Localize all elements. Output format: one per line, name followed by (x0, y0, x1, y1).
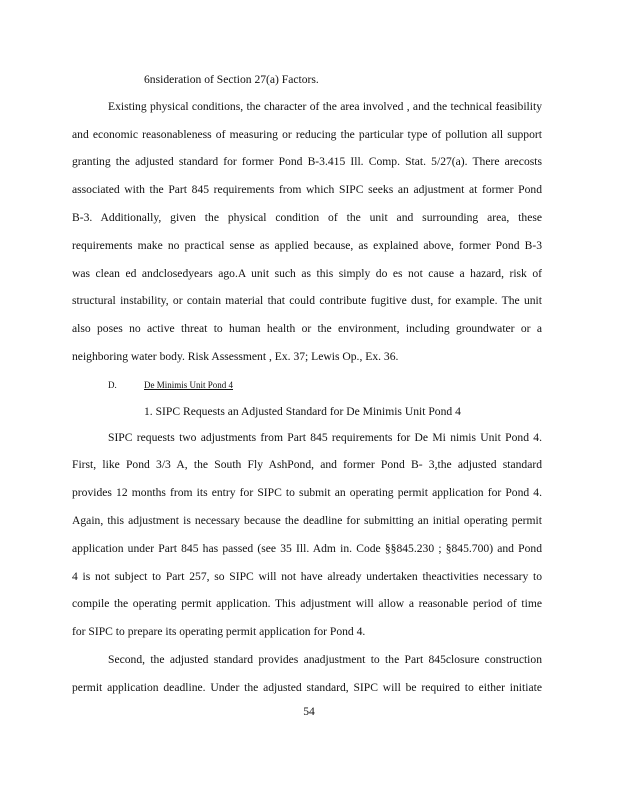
paragraph-1-line-2: and economic reasonableness of measuring or reducing the particular type of pollution all support (72, 128, 542, 141)
paragraph-1-line-8: structural instability, or contain material that could contribute fugitive dust, for example. The unit (72, 294, 542, 307)
paragraph-1-line-1: Existing physical conditions, the character of the area involved , and the technical feasibility (108, 100, 542, 113)
paragraph-1-line-6: requirements make no practical sense as applied because, as explained above, former Pond B-3 (72, 239, 542, 252)
paragraph-2-line-7: compile the operating permit application. This adjustment will allow a reasonable period of time (72, 597, 542, 610)
paragraph-2-line-3: provides 12 months from its entry for SIPC to submit an operating permit application for Pond 4. (72, 486, 542, 499)
paragraph-3-line-2: permit application deadline. Under the adjusted standard, SIPC will be required to either initiate (72, 681, 542, 694)
paragraph-1-line-4: associated with the Part 845 requirements from which SIPC seeks an adjustment at former Pond (72, 183, 542, 196)
paragraph-1-line-9: also poses no active threat to human health or the environment, including groundwater or a (72, 322, 542, 335)
paragraph-2-line-2: First, like Pond 3/3 A, the South Fly AshPond, and former Pond B- 3,the adjusted standard (72, 458, 542, 471)
paragraph-3-line-1: Second, the adjusted standard provides anadjustment to the Part 845closure construction (108, 653, 542, 666)
paragraph-2-line-8: for SIPC to prepare its operating permit application for Pond 4. (72, 625, 366, 638)
section-d1-heading: 1. SIPC Requests an Adjusted Standard for De Minimis Unit Pond 4 (144, 405, 461, 418)
paragraph-2-line-6: 4 is not subject to Part 257, so SIPC will not have already undertaken theactivities necessary to (72, 570, 542, 583)
section-subheading: 6nsideration of Section 27(a) Factors. (144, 73, 319, 86)
paragraph-2-line-4: Again, this adjustment is necessary because the deadline for submitting an initial operating permit (72, 514, 542, 527)
page-number: 54 (303, 705, 315, 718)
paragraph-1-line-7: was clean ed andclosedyears ago.A unit such as this simply do es not cause a hazard, risk of (72, 267, 542, 280)
paragraph-2-line-5: application under Part 845 has passed (see 35 Ill. Adm in. Code §§845.230 ; §845.700) and Pond (72, 542, 542, 555)
paragraph-2-line-1: SIPC requests two adjustments from Part 845 requirements for De Mi nimis Unit Pond 4. (108, 431, 542, 444)
paragraph-1-line-10: neighboring water body. Risk Assessment , Ex. 37; Lewis Op., Ex. 36. (72, 350, 399, 363)
paragraph-1-line-3: granting the adjusted standard for former Pond B-3.415 Ill. Comp. Stat. 5/27(a). There arecosts (72, 155, 542, 168)
section-d-label: D. (108, 380, 117, 390)
section-d-title: De Minimis Unit Pond 4 (144, 380, 234, 390)
paragraph-1-line-5: B-3. Additionally, given the physical condition of the unit and surrounding area, these (72, 211, 542, 224)
